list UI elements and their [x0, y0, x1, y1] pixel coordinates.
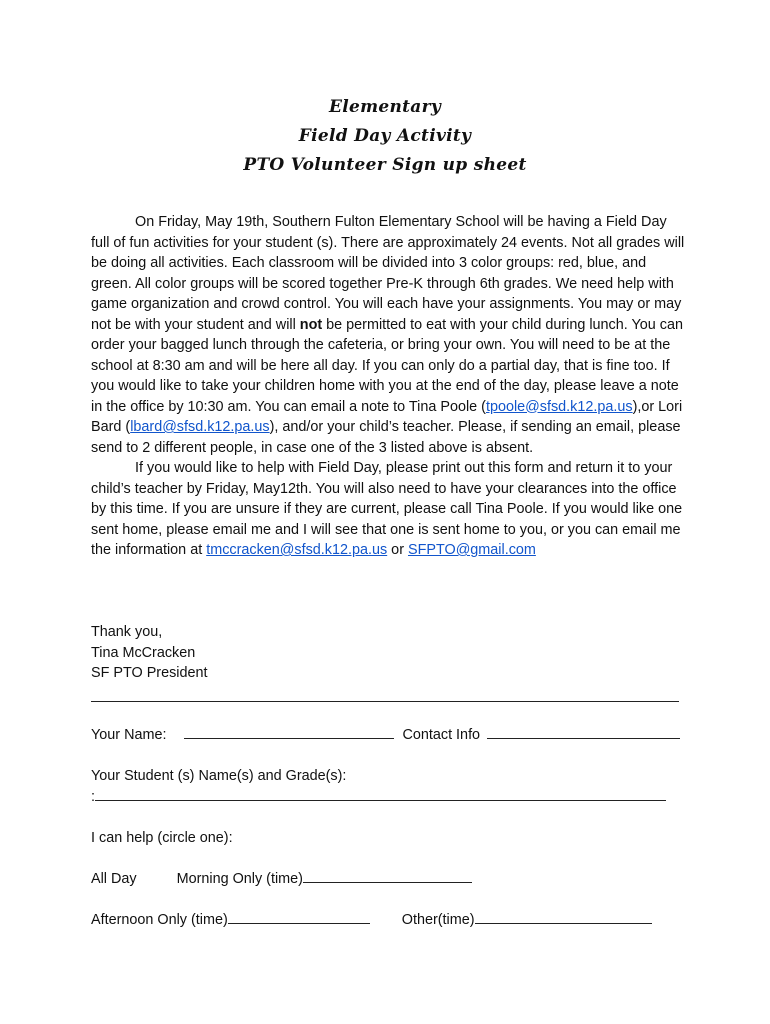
other-time-blank[interactable]: [475, 910, 652, 924]
p2-text-a: If you would like to help with Field Day, please print out this form and return it to your child’s teacher by Friday, May12th. You will also need to have your clearances into the office by this time. If you are unsure if they are current, please call Tina Poole. If you would like one sent home, please email me and I will see that one is sent home to you, or you can email me the information at: [91, 460, 683, 558]
email-link-tmccracken[interactable]: tmccracken@sfsd.k12.pa.us: [206, 542, 388, 558]
title-signup-sheet: PTO Volunteer Sign up sheet: [243, 155, 527, 175]
contact-info-blank[interactable]: [487, 725, 680, 739]
form-row-help: [91, 828, 233, 848]
students-label: Your Student (s) Name(s) and Grade(s):: [91, 768, 347, 784]
students-colon: :: [91, 789, 95, 805]
email-link-sfpto[interactable]: SFPTO@gmail.com: [407, 542, 536, 558]
title-field-day: Field Day Activity: [298, 126, 472, 146]
paragraph-2: [91, 458, 689, 561]
p1-bold-not: not: [299, 316, 323, 333]
contact-info-label: Contact Info: [402, 727, 481, 743]
closing-name: Tina McCracken: [91, 644, 196, 661]
form-row-students-blank: [91, 787, 666, 807]
students-blank[interactable]: [95, 787, 666, 801]
form-row-students: [91, 766, 346, 786]
form-row-options-2: [91, 910, 652, 930]
email-link-tpoole[interactable]: tpoole@sfsd.k12.pa.us: [485, 398, 633, 415]
your-name-blank[interactable]: [184, 725, 394, 739]
email-link-lbard[interactable]: lbard@sfsd.k12.pa.us: [130, 419, 270, 435]
closing-role: SF PTO President: [91, 665, 208, 681]
afternoon-time-blank[interactable]: [228, 910, 370, 924]
form-row-options-1: [91, 869, 472, 889]
p1-text-c: ),or Lori Bard (: [91, 398, 683, 435]
your-name-label: Your Name:: [91, 727, 167, 743]
closing-thanks: Thank you,: [91, 624, 163, 640]
morning-time-blank[interactable]: [303, 869, 472, 883]
option-other[interactable]: Other(time): [401, 912, 475, 928]
option-afternoon[interactable]: Afternoon Only (time): [91, 912, 228, 928]
p1-text-b: be permitted to eat with your child during lunch. You can order your bagged lunch through the cafeteria, or bring your own. You will need to be at the school at 8:30 am and will be here all day. If you can only do a partial day, that is fine too. If you would like to take your children home with you at the end of the day, please leave a note in the office by 10:30 am. You can email a note to Tina Poole (: [91, 316, 683, 415]
option-morning[interactable]: Morning Only (time): [176, 871, 303, 887]
p1-text-d: ), and/or your child’s teacher. Please, if sending an email, please send to 2 different people, in case one of the 3 listed above is absent.: [91, 419, 681, 456]
body-text: [91, 212, 689, 561]
closing-block: [91, 622, 208, 684]
option-all-day[interactable]: All Day: [91, 871, 137, 887]
paragraph-1: [91, 212, 689, 458]
p1-text-a: On Friday, May 19th, Southern Fulton Elementary School will be having a Field Day full of fun activities for your student (s). There are approximately 24 events. Not all grades will be doing all activities. Each classroom will be divided into 3 color groups: red, blue, and green. All color groups will be scored together Pre-K through 6th grades. We need help with game organization and crowd control. You will each have your assignments. You may or may not be with your student and will: [91, 214, 685, 333]
title-block: [0, 93, 770, 180]
help-label: I can help (circle one):: [91, 830, 233, 846]
p2-text-b: or: [387, 542, 408, 558]
divider-line: [91, 701, 679, 702]
form-row-name: [91, 725, 680, 745]
title-elementary: Elementary: [328, 97, 442, 117]
